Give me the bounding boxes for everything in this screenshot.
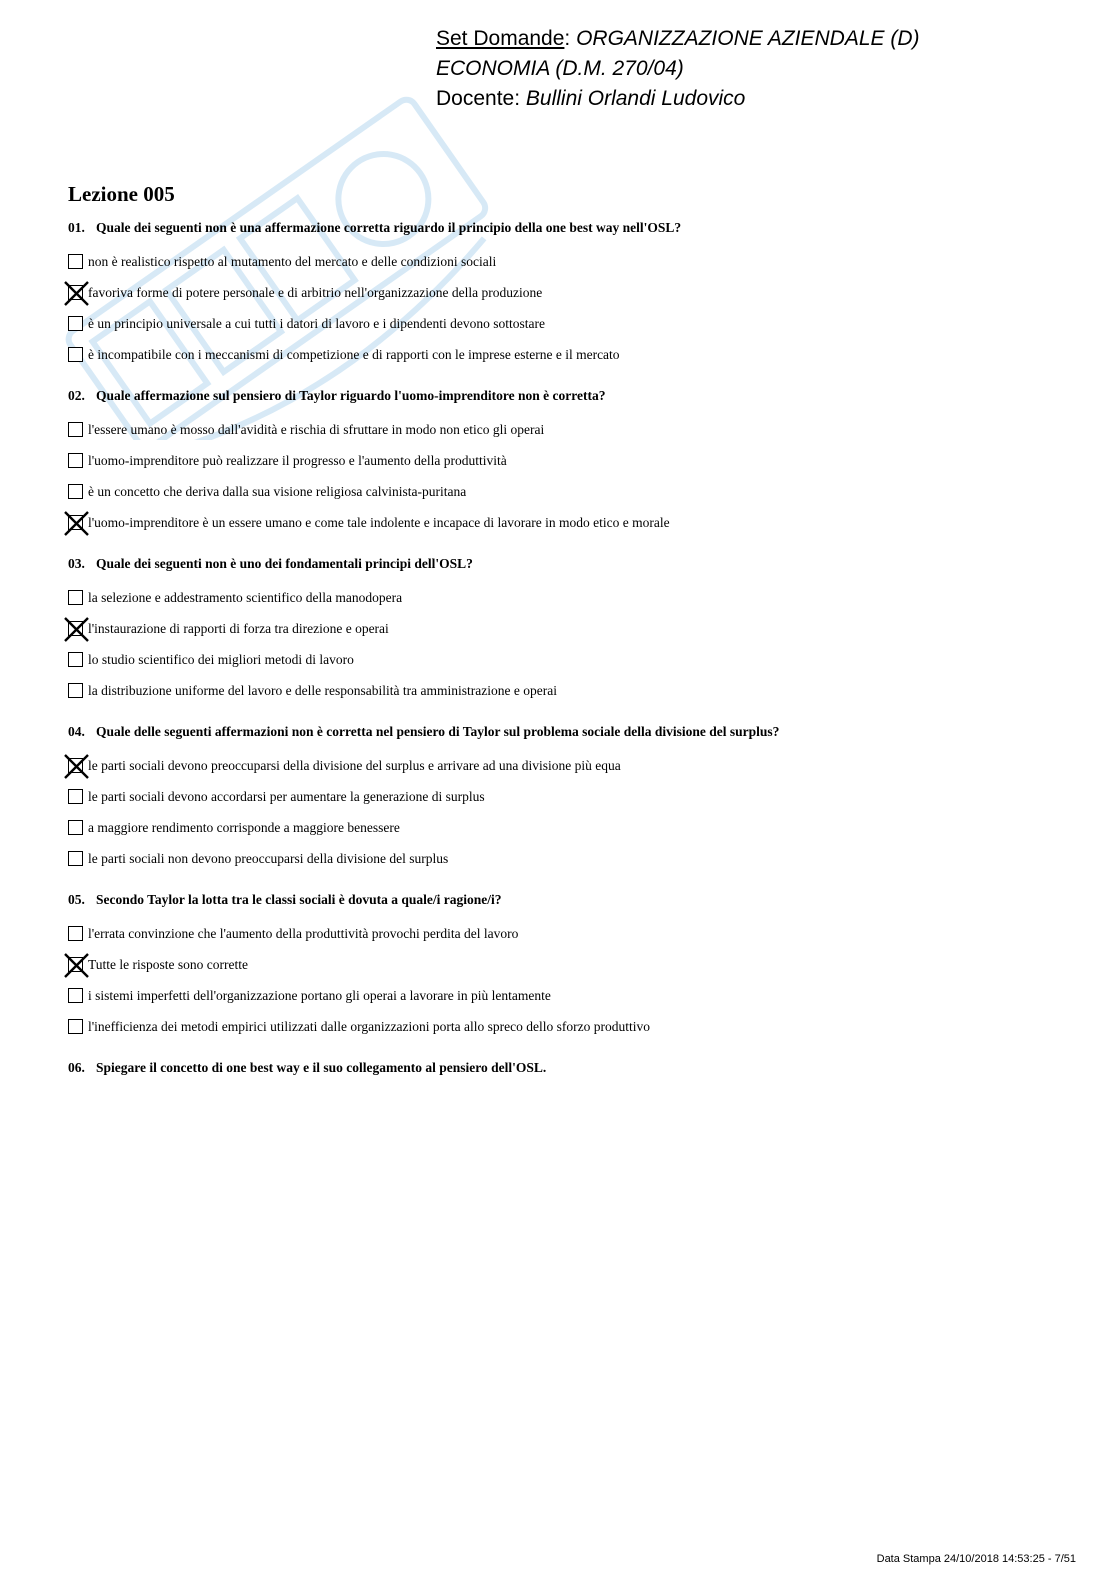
answer-text: l'essere umano è mosso dall'avidità e rischia di sfruttare in modo non etico gli operai (88, 421, 545, 437)
answer-text: l'instaurazione di rapporti di forza tra direzione e operai (88, 620, 389, 636)
checkbox[interactable] (68, 926, 83, 941)
answer-option[interactable] (68, 675, 1068, 706)
answer-text: l'uomo-imprenditore è un essere umano e come tale indolente e incapace di lavorare in modo etico e morale (88, 514, 670, 530)
question (68, 386, 1068, 538)
set-line (436, 24, 920, 54)
answer-text: l'errata convinzione che l'aumento della produttività provochi perdita del lavoro (88, 925, 519, 941)
answer-option[interactable] (68, 339, 1068, 370)
checked-checkbox[interactable] (68, 285, 83, 300)
answer-text: a maggiore rendimento corrisponde a maggiore benessere (88, 819, 400, 835)
answer-option[interactable] (68, 582, 1068, 613)
question (68, 554, 1068, 706)
question-text (68, 1058, 1068, 1078)
checkbox[interactable] (68, 652, 83, 667)
question-label: Quale delle seguenti affermazioni non è corretta nel pensiero di Taylor sul problema sociale della divisione del surplus? (96, 724, 780, 739)
cross-mark-icon (63, 616, 90, 643)
answer-text: la selezione e addestramento scientifico della manodopera (88, 589, 403, 605)
checkbox[interactable] (68, 347, 83, 362)
question-label: Quale dei seguenti non è uno dei fondamentali principi dell'OSL? (96, 556, 473, 571)
question-number: 06. (68, 1060, 85, 1075)
quiz-content (68, 180, 1068, 1094)
checkbox[interactable] (68, 590, 83, 605)
checkbox[interactable] (68, 1019, 83, 1034)
checkbox[interactable] (68, 820, 83, 835)
checkbox[interactable] (68, 851, 83, 866)
answer-option[interactable] (68, 644, 1068, 675)
question (68, 722, 1068, 874)
question-number: 05. (68, 892, 85, 907)
question-text (68, 554, 1068, 574)
checked-checkbox[interactable] (68, 957, 83, 972)
answer-text: i sistemi imperfetti dell'organizzazione portano gli operai a lavorare in più lentamente (88, 987, 551, 1003)
question-label: Quale affermazione sul pensiero di Taylor riguardo l'uomo-imprenditore non è corretta? (96, 388, 606, 403)
answer-option[interactable] (68, 613, 1068, 644)
checkbox[interactable] (68, 789, 83, 804)
answer-text: Tutte le risposte sono corrette (88, 956, 248, 972)
question-label: Quale dei seguenti non è una affermazione corretta riguardo il principio della one best way nell'OSL? (96, 220, 682, 235)
answer-option[interactable] (68, 445, 1068, 476)
question-label: Secondo Taylor la lotta tra le classi sociali è dovuta a quale/i ragione/i? (96, 892, 502, 907)
question-number: 04. (68, 724, 85, 739)
answer-text: le parti sociali devono preoccuparsi della divisione del surplus e arrivare ad una divisione più equa (88, 757, 621, 773)
answer-text: è un principio universale a cui tutti i datori di lavoro e i dipendenti devono sottostare (88, 315, 546, 331)
checkbox[interactable] (68, 422, 83, 437)
answer-option[interactable] (68, 308, 1068, 339)
answer-text: l'inefficienza dei metodi empirici utilizzati dalle organizzazioni porta allo spreco dello sforzo produttivo (88, 1018, 650, 1034)
answer-option[interactable] (68, 949, 1068, 980)
question (68, 890, 1068, 1042)
print-date-footer: Data Stampa 24/10/2018 14:53:25 - 7/51 (876, 1553, 1076, 1565)
set-colon: : (564, 27, 577, 50)
checkbox[interactable] (68, 683, 83, 698)
question-text (68, 386, 1068, 406)
cross-mark-icon (63, 510, 90, 537)
answer-text: le parti sociali non devono preoccuparsi della divisione del surplus (88, 850, 449, 866)
answer-option[interactable] (68, 843, 1068, 874)
answer-text: non è realistico rispetto al mutamento del mercato e delle condizioni sociali (88, 253, 497, 269)
answer-option[interactable] (68, 414, 1068, 445)
cross-mark-icon (63, 280, 90, 307)
answer-text: lo studio scientifico dei migliori metodi di lavoro (88, 651, 354, 667)
program-name: ECONOMIA (D.M. 270/04) (436, 57, 684, 80)
checkbox[interactable] (68, 316, 83, 331)
course-name: ORGANIZZAZIONE AZIENDALE (D) (576, 27, 920, 50)
lesson-title: Lezione 005 (68, 182, 175, 206)
question-number: 01. (68, 220, 85, 235)
cross-mark-icon (63, 952, 90, 979)
answer-text: è incompatibile con i meccanismi di competizione e di rapporti con le imprese esterne e il mercato (88, 346, 620, 362)
answer-option[interactable] (68, 277, 1068, 308)
checkbox[interactable] (68, 988, 83, 1003)
teacher-label: Docente: (436, 87, 526, 110)
set-label: Set Domande (436, 27, 565, 50)
answer-option[interactable] (68, 918, 1068, 949)
answer-option[interactable] (68, 1011, 1068, 1042)
answer-text: le parti sociali devono accordarsi per aumentare la generazione di surplus (88, 788, 485, 804)
checkbox[interactable] (68, 453, 83, 468)
checked-checkbox[interactable] (68, 621, 83, 636)
question (68, 1058, 1068, 1078)
question-list (68, 218, 1068, 1078)
answer-text: favoriva forme di potere personale e di arbitrio nell'organizzazione della produzione (88, 284, 543, 300)
document-header (436, 24, 920, 114)
answer-text: la distribuzione uniforme del lavoro e delle responsabilità tra amministrazione e operai (88, 682, 557, 698)
answer-option[interactable] (68, 812, 1068, 843)
question-number: 03. (68, 556, 85, 571)
answer-text: è un concetto che deriva dalla sua visione religiosa calvinista-puritana (88, 483, 467, 499)
checked-checkbox[interactable] (68, 758, 83, 773)
answer-option[interactable] (68, 246, 1068, 277)
answer-option[interactable] (68, 507, 1068, 538)
teacher-name: Bullini Orlandi Ludovico (525, 87, 746, 110)
question (68, 218, 1068, 370)
question-text (68, 890, 1068, 910)
answer-option[interactable] (68, 980, 1068, 1011)
question-text (68, 722, 1068, 742)
teacher-line (436, 84, 920, 114)
answer-text: l'uomo-imprenditore può realizzare il progresso e l'aumento della produttività (88, 452, 507, 468)
checkbox[interactable] (68, 484, 83, 499)
checkbox[interactable] (68, 254, 83, 269)
checked-checkbox[interactable] (68, 515, 83, 530)
answer-option[interactable] (68, 781, 1068, 812)
question-label: Spiegare il concetto di one best way e il suo collegamento al pensiero dell'OSL. (96, 1060, 547, 1075)
answer-option[interactable] (68, 476, 1068, 507)
question-number: 02. (68, 388, 85, 403)
question-text (68, 218, 1068, 238)
cross-mark-icon (63, 753, 90, 780)
answer-option[interactable] (68, 750, 1068, 781)
